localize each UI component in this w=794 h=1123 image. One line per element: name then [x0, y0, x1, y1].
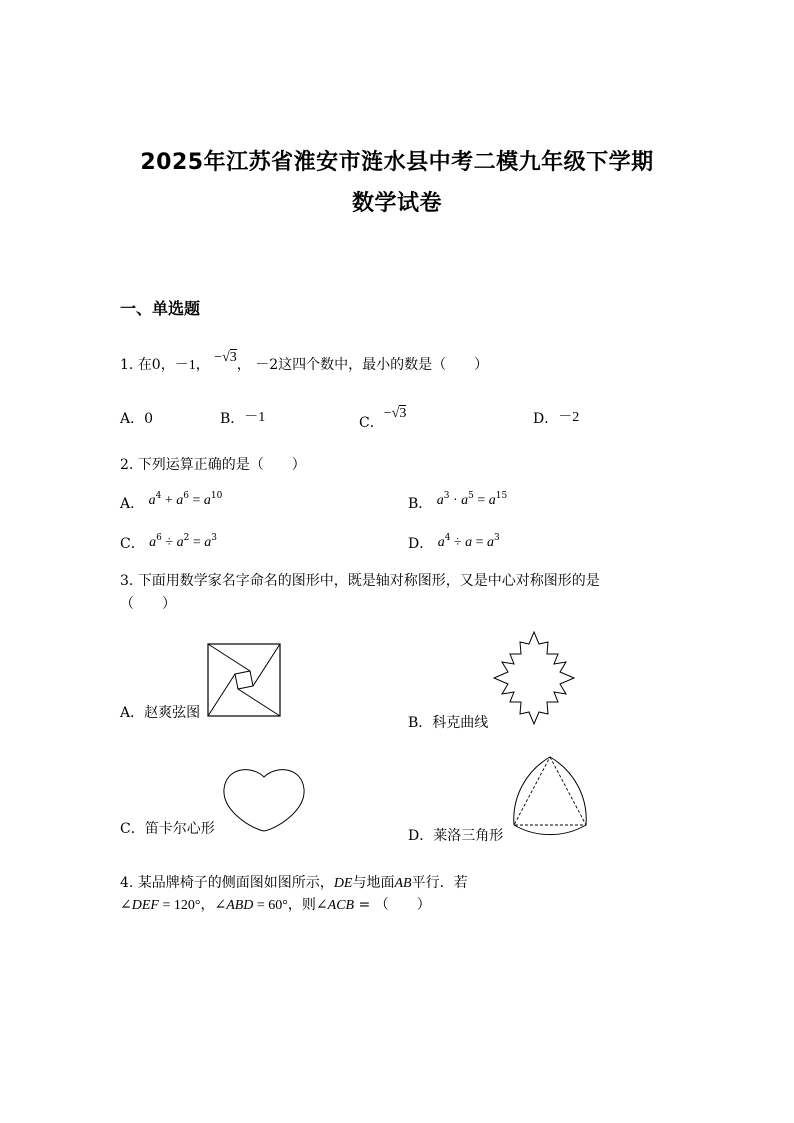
koch-curve-figure	[488, 630, 580, 726]
neg-sqrt3: −√3	[214, 350, 237, 365]
question-2-stem: 2. 下列运算正确的是（ ）	[120, 457, 306, 473]
question-3-paren: （ ）	[120, 596, 176, 612]
exam-title-line2: 数学试卷	[351, 191, 442, 216]
q2-option-d: D． $a^4 \div a = a^3$	[408, 533, 500, 552]
question-4-stem-line1: 4. 某品牌椅子的侧面图如图所示，DE与地面AB平行．若	[120, 875, 468, 891]
q3-option-d: D．莱洛三角形	[408, 828, 504, 844]
q1-option-d: D．－2	[533, 410, 580, 427]
q3-option-a: A．赵爽弦图	[120, 705, 201, 721]
q1-option-b: B．－1	[220, 410, 266, 427]
cardioid-figure	[222, 765, 306, 833]
section-heading: 一、单选题	[120, 299, 201, 318]
q2-option-b: B． $a^3 \cdot a^5 = a^{15}$	[408, 491, 508, 512]
question-3-stem: 3. 下面用数学家名字命名的图形中，既是轴对称图形，又是中心对称图形的是	[120, 573, 600, 589]
zhao-shuang-figure	[207, 643, 281, 717]
q1-option-c: C．−√3	[359, 406, 407, 431]
question-4-stem-line2: ∠DEF = 120°，∠ABD = 60°，则∠ACB = （ ）	[120, 897, 431, 913]
q3-option-c: C．笛卡尔心形	[120, 821, 215, 837]
reuleaux-triangle-figure	[510, 755, 590, 833]
q2-option-c: C． $a^6 \div a^2 = a^3$	[120, 533, 217, 552]
question-1-stem: 1. 在0，－1， −√3， －2这四个数中，最小的数是（ ）	[120, 350, 489, 373]
q2-option-a: A． $a^4 + a^6 = a^{10}$	[120, 491, 223, 512]
q1-option-a: A．0	[120, 411, 154, 427]
exam-title-line1: 2025年江苏省淮安市涟水县中考二模九年级下学期	[140, 150, 654, 175]
q3-option-b: B．科克曲线	[408, 715, 489, 731]
radical-sign: √3	[222, 350, 237, 365]
